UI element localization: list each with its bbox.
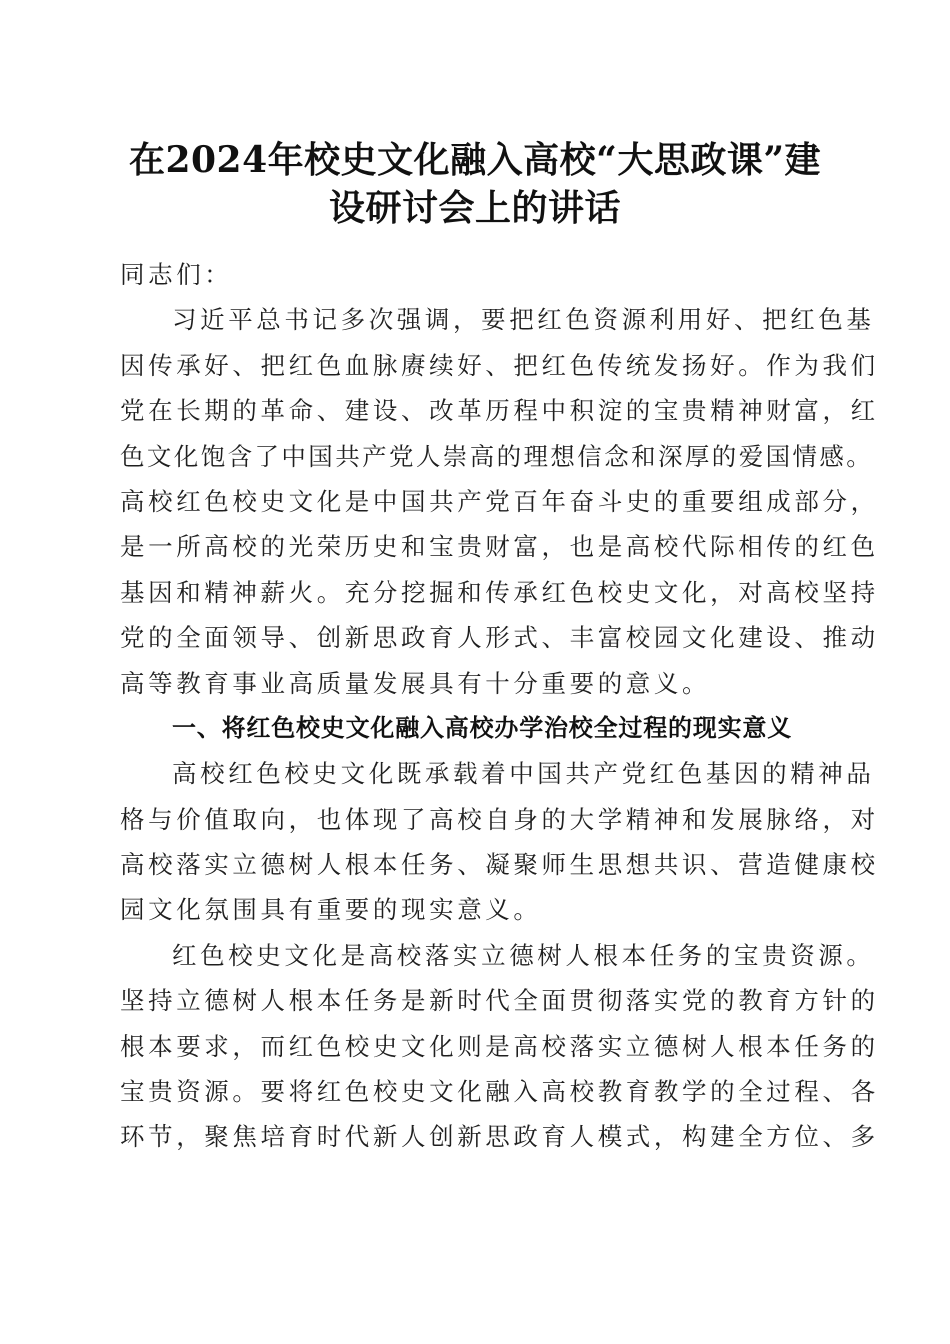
paragraph-line: 环节，聚焦培育时代新人创新思政育人模式，构建全方位、多 — [120, 1122, 879, 1152]
paragraph-line: 宝贵资源。要将红色校史文化融入高校教育教学的全过程、各 — [120, 1077, 879, 1107]
document-body — [120, 252, 879, 1160]
paragraph-2 — [120, 751, 879, 933]
paragraph-line: 党在长期的革命、建设、改革历程中积淀的宝贵精神财富，红 — [120, 396, 879, 426]
paragraph-line: 高等教育事业高质量发展具有十分重要的意义。 — [120, 668, 711, 698]
title-line-2: 设研讨会上的讲话 — [328, 187, 621, 229]
paragraph-line: 红色校史文化是高校落实立德树人根本任务的宝贵资源。 — [172, 940, 875, 970]
page-title — [100, 136, 850, 232]
paragraph-line: 色文化饱含了中国共产党人崇高的理想信念和深厚的爱国情感。 — [120, 441, 874, 471]
paragraph-line: 高校红色校史文化是中国共产党百年奋斗史的重要组成部分， — [120, 486, 879, 516]
paragraph-line: 根本要求，而红色校史文化则是高校落实立德树人根本任务的 — [120, 1031, 879, 1061]
paragraph-line: 习近平总书记多次强调，要把红色资源利用好、把红色基 — [172, 305, 875, 335]
paragraph-line: 基因和精神薪火。充分挖掘和传承红色校史文化，对高校坚持 — [120, 577, 879, 607]
paragraph-line: 高校落实立德树人根本任务、凝聚师生思想共识、营造健康校 — [120, 850, 879, 880]
paragraph-line: 坚持立德树人根本任务是新时代全面贯彻落实党的教育方针的 — [120, 986, 879, 1016]
paragraph-line: 园文化氛围具有重要的现实意义。 — [120, 895, 542, 925]
section-heading-1: 一、将红色校史文化融入高校办学治校全过程的现实意义 — [172, 713, 792, 742]
paragraph-3 — [120, 933, 879, 1160]
paragraph-1 — [120, 297, 879, 706]
paragraph-line: 党的全面领导、创新思政育人形式、丰富校园文化建设、推动 — [120, 623, 879, 653]
title-line-1: 在2024年校史文化融入高校“大思政课”建 — [128, 139, 822, 181]
paragraph-line: 是一所高校的光荣历史和宝贵财富，也是高校代际相传的红色 — [120, 532, 879, 562]
paragraph-line: 格与价值取向，也体现了高校自身的大学精神和发展脉络，对 — [120, 804, 879, 834]
salutation: 同志们： — [120, 260, 233, 289]
paragraph-line: 高校红色校史文化既承载着中国共产党红色基因的精神品 — [172, 759, 875, 789]
paragraph-line: 因传承好、把红色血脉赓续好、把红色传统发扬好。作为我们 — [120, 350, 879, 380]
